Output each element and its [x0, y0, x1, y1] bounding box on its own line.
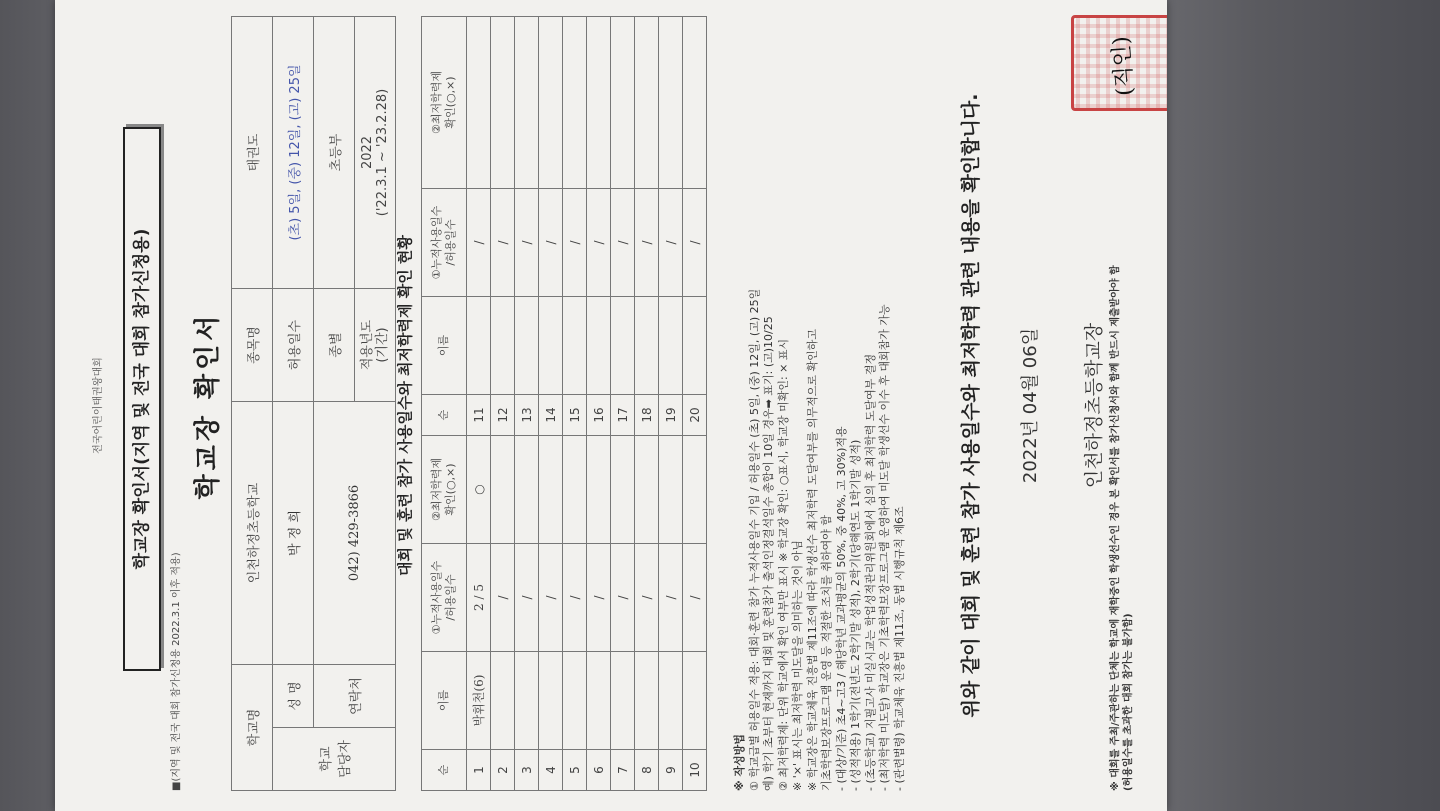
cell-no: 14	[539, 395, 563, 436]
cell-min	[491, 17, 515, 189]
cell-min	[635, 436, 659, 544]
cell-min	[611, 436, 635, 544]
certificate-page	[61, 0, 1161, 811]
cell-min	[659, 17, 683, 189]
cell-name	[491, 652, 515, 750]
cell-name	[539, 297, 563, 395]
cell-no: 20	[683, 395, 707, 436]
document-title: 학교장 확인서	[193, 311, 223, 500]
cell-name	[515, 652, 539, 750]
cell-no: 3	[515, 750, 539, 791]
cell-no: 18	[635, 395, 659, 436]
cell-name	[659, 652, 683, 750]
cell-min	[515, 436, 539, 544]
cell-no: 9	[659, 750, 683, 791]
cell-days: /	[515, 544, 539, 652]
note-line: ① 학교급별 허용일수 적용: 대회·훈련 참가 누적사용일수 기입 / 허용일수 (초) 5일, (중) 12일, (고) 25일	[747, 288, 761, 791]
cell-no: 15	[563, 395, 587, 436]
cell-no: 11	[467, 395, 491, 436]
desk-surface-right	[1140, 0, 1440, 811]
school-value: 인천하정초등학교	[232, 402, 273, 665]
cell-name	[515, 297, 539, 395]
cell-days: /	[563, 544, 587, 652]
cell-name	[611, 297, 635, 395]
cell-days: /	[563, 189, 587, 297]
note-line: ※ '×' 표시는 최저학력 미도달을 의미하는 것이 아님	[791, 540, 804, 791]
cell-min	[491, 436, 515, 544]
cell-no: 4	[539, 750, 563, 791]
note-line: - (초등학교) 지필고사 미실시교는 학업성적관리위원회에서 심의 후 최저학력 도달여부 결정	[863, 353, 877, 791]
table-row	[683, 17, 707, 791]
table-row	[587, 17, 611, 791]
cell-name: 박휘천(6)	[467, 652, 491, 750]
cell-no: 17	[611, 395, 635, 436]
cell-days: /	[491, 189, 515, 297]
cell-no: 8	[635, 750, 659, 791]
cell-name	[587, 297, 611, 395]
document-photo	[55, 0, 1167, 811]
note-line: - (최저학력 미도달) 학교장은 기초학력보장프로그램 운영하여 미도달 학생선수 이수 후 대회참가 가능	[878, 304, 891, 791]
cell-no: 10	[683, 750, 707, 791]
cell-name	[587, 652, 611, 750]
table-row	[491, 17, 515, 791]
col-name-right: 이름	[422, 297, 467, 395]
allowed-days-value: (초) 5일, (중) 12일, (고) 25일	[273, 17, 314, 289]
cell-days: /	[659, 189, 683, 297]
participation-section-title: 대회 및 훈련 참가 사용일수와 최저학력제 확인 현황	[396, 235, 414, 576]
cell-min	[539, 436, 563, 544]
note-line: - (대상/기준) 초4~고3 / 해당학년 교과평균의 50%, 중 40%, 고 30%)적용	[834, 426, 848, 791]
table-row	[635, 17, 659, 791]
cell-no: 13	[515, 395, 539, 436]
col-days-right: ①누적사용일수 /허용일수	[422, 189, 467, 297]
footnote-line: (허용일수를 초과한 대회 참가는 불가함)	[1123, 613, 1134, 791]
level-label: 종별	[314, 289, 355, 402]
issue-date: 2022년 04월 06일	[1020, 327, 1041, 484]
cell-no: 2	[491, 750, 515, 791]
cell-name	[683, 297, 707, 395]
cell-min	[683, 436, 707, 544]
contact-label: 연락처	[314, 665, 396, 728]
year-value: 2022 ('22.3.1 ~ '23.2.28)	[355, 17, 396, 289]
cell-days: /	[491, 544, 515, 652]
cell-min	[587, 17, 611, 189]
cell-days: /	[587, 544, 611, 652]
cell-days: /	[659, 544, 683, 652]
cell-name	[539, 652, 563, 750]
cell-days: /	[683, 189, 707, 297]
cell-min	[587, 436, 611, 544]
seal-text: (직인)	[1108, 35, 1139, 97]
name-value: 박 정 희	[273, 402, 314, 665]
cell-no: 5	[563, 750, 587, 791]
col-min-right: ②최저학력제 확인(○,×)	[422, 17, 467, 189]
event-value: 태권도	[232, 17, 273, 289]
note-line: 기초학력보장프로그램 운영 등 적절한 조치를 취하여야 함	[820, 514, 833, 791]
table-row	[515, 17, 539, 791]
cell-days: 2 / 5	[467, 544, 491, 652]
cell-min	[515, 17, 539, 189]
note-line: - (관련법령) 학교체육 진흥법 제11조, 동법 시행규칙 제6조	[892, 506, 906, 791]
cell-name	[635, 652, 659, 750]
cell-name	[659, 297, 683, 395]
participation-rows	[467, 17, 707, 791]
event-label: 종목명	[232, 289, 273, 402]
footnote	[1109, 11, 1135, 791]
note-line: ※ 학교장은 학교체육 진흥법 제11조에 따라 학생선수 최저학력 도달여부를 의무적으로 확인하고	[805, 329, 819, 791]
cell-days: /	[539, 189, 563, 297]
banner-title: 학교장 확인서(지역 및 전국 대회 참가신청용)	[123, 127, 161, 671]
level-value: 초등부	[314, 17, 355, 289]
name-label: 성 명	[273, 665, 314, 728]
note-line: 예) 학기 초부터 현재까지 대회 및 훈련참가 출석인정결석일수 총합이 10일 경우➡ 표기: (고)10/25	[762, 316, 775, 791]
year-label: 적용년도 (기간)	[355, 289, 396, 402]
cell-days: /	[515, 189, 539, 297]
cell-name	[467, 297, 491, 395]
col-no-right: 순	[422, 395, 467, 436]
table-row	[563, 17, 587, 791]
contact-value: 042) 429-3866	[314, 402, 396, 665]
note-line: - (성적적용) 1학기(전년도 2학기말 성적), 2학기(당해연도 1학기말 성적)	[849, 439, 862, 791]
cell-days: /	[635, 189, 659, 297]
cell-no: 16	[587, 395, 611, 436]
cell-min	[539, 17, 563, 189]
note-line: ※ 작성방법	[733, 733, 746, 791]
cell-name	[563, 652, 587, 750]
school-label: 학교명	[232, 665, 273, 791]
cell-no: 7	[611, 750, 635, 791]
cell-min	[635, 17, 659, 189]
cell-name	[491, 297, 515, 395]
cell-min	[563, 17, 587, 189]
cell-min	[611, 17, 635, 189]
principal-signature-line: 인천하정초등학교장	[1083, 322, 1105, 489]
writing-instructions	[733, 11, 907, 791]
cell-no: 6	[587, 750, 611, 791]
cell-days: /	[611, 544, 635, 652]
table-row	[659, 17, 683, 791]
cell-name	[563, 297, 587, 395]
cell-days: /	[587, 189, 611, 297]
table-row	[539, 17, 563, 791]
cell-days: /	[467, 189, 491, 297]
cell-min	[467, 17, 491, 189]
allowed-days-label: 허용일수	[273, 289, 314, 402]
cell-name	[611, 652, 635, 750]
cell-days: /	[683, 544, 707, 652]
note-line: ② 최저학력제: 단위 학교에서 확인 여부만 표시 ※ 학교장 확인: ○표시, 학교장 미확인: × 표시	[776, 338, 790, 791]
cell-min: ○	[467, 436, 491, 544]
cell-no: 1	[467, 750, 491, 791]
participation-table	[421, 16, 707, 791]
organizer-line: 전국어린이태권왕대회	[93, 357, 104, 454]
col-name-left: 이름	[422, 652, 467, 750]
table-row	[611, 17, 635, 791]
cell-days: /	[635, 544, 659, 652]
manager-label: 학교 담당자	[273, 728, 396, 791]
col-min-left: ②최저학력제 확인(○,×)	[422, 436, 467, 544]
cell-name	[683, 652, 707, 750]
cell-no: 19	[659, 395, 683, 436]
cell-name	[635, 297, 659, 395]
applicability-note: ■(지역 및 전국 대회 참가신청용 2022.3.1 이후 적용)	[171, 552, 182, 791]
cell-min	[659, 436, 683, 544]
table-row	[467, 17, 491, 791]
cell-days: /	[539, 544, 563, 652]
cell-days: /	[611, 189, 635, 297]
col-days-left: ①누적사용일수 /허용일수	[422, 544, 467, 652]
footnote-line: ※ 대회를 주최/주관하는 단체는 학교에 재학중인 학생선수인 경우 본 확인서를 참가신청서와 함께 반드시 제출받아야 함	[1110, 265, 1121, 791]
school-info-table	[231, 16, 396, 791]
col-no-left: 순	[422, 750, 467, 791]
cell-no: 12	[491, 395, 515, 436]
cell-min	[683, 17, 707, 189]
cell-min	[563, 436, 587, 544]
confirmation-statement: 위와 같이 대회 및 훈련 참가 사용일수와 최저학력 관련 내용을 확인합니다.	[960, 93, 982, 718]
